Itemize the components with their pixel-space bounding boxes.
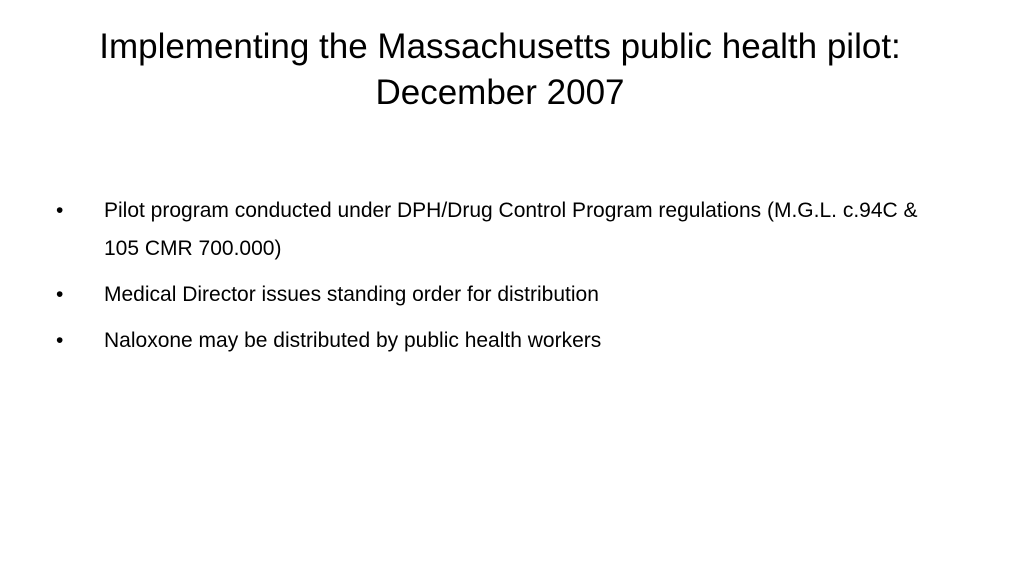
slide-title: Implementing the Massachusetts public health pilot: December 2007 [99, 27, 901, 112]
bullet-text: Naloxone may be distributed by public health workers [104, 329, 602, 352]
bullet-item-distribution [56, 322, 956, 360]
bullet-list [56, 192, 956, 368]
bullet-text: Medical Director issues standing order for distribution [104, 283, 599, 306]
bullet-text: Pilot program conducted under DPH/Drug Control Program regulations (M.G.L. c.94C & 105 CMR 700.000) [104, 199, 918, 260]
bullet-item-pilot-program [56, 192, 956, 268]
bullet-item-standing-order [56, 276, 956, 314]
bullet-marker: • [56, 283, 64, 306]
bullet-marker: • [56, 199, 64, 222]
bullet-marker: • [56, 329, 64, 352]
